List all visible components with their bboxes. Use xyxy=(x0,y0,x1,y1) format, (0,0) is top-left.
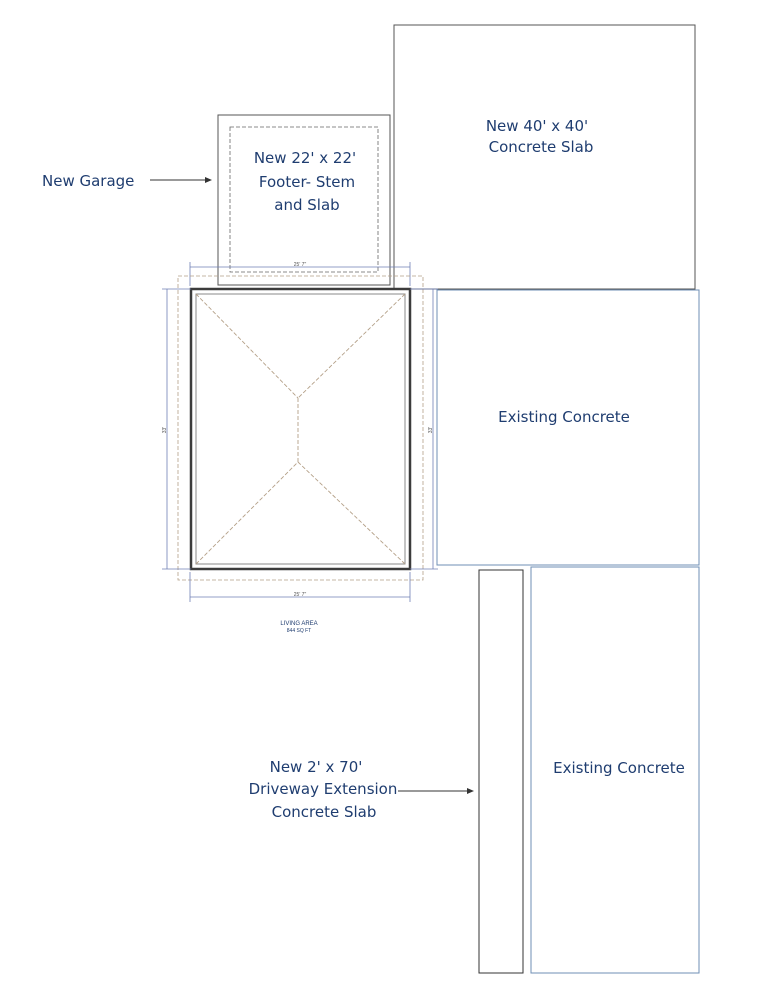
house-inner-wall xyxy=(196,294,405,564)
right-depth-dimension: 33' xyxy=(428,426,434,434)
driveway-callout-arrow xyxy=(398,788,474,794)
driveway-label-line-2: Driveway Extension xyxy=(248,780,398,798)
garage-label-line-3: and Slab xyxy=(274,196,340,214)
existing-concrete-lower-label: Existing Concrete xyxy=(553,759,685,777)
living-area-title: LIVING AREA xyxy=(280,621,318,627)
driveway-label-line-1: New 2' x 70' xyxy=(269,758,363,776)
new-concrete-slab-40x40 xyxy=(394,25,695,289)
left-depth-dimension: 33' xyxy=(162,426,168,434)
driveway-label-line-3: Concrete Slab xyxy=(271,803,377,821)
garage-label-line-1: New 22' x 22' xyxy=(253,149,357,167)
living-area-size: 844 SQ FT xyxy=(286,628,312,634)
driveway-extension-slab xyxy=(479,570,523,973)
new-garage-callout-label: New Garage xyxy=(42,172,135,190)
roof-overhang-outline xyxy=(178,276,423,580)
bottom-width-dimension: 25' 7" xyxy=(293,592,307,598)
garage-label-line-2: Footer- Stem xyxy=(258,173,356,191)
existing-concrete-upper-label: Existing Concrete xyxy=(498,408,630,426)
slab-label-line-1: New 40' x 40' xyxy=(485,117,589,135)
existing-concrete-upper xyxy=(437,290,699,565)
house-outer-wall xyxy=(191,289,410,569)
top-width-dimension: 25' 7" xyxy=(293,262,307,268)
slab-label-line-2: Concrete Slab xyxy=(488,138,594,156)
roof-hip-lines xyxy=(196,294,405,564)
new-garage-callout-arrow xyxy=(150,177,212,183)
